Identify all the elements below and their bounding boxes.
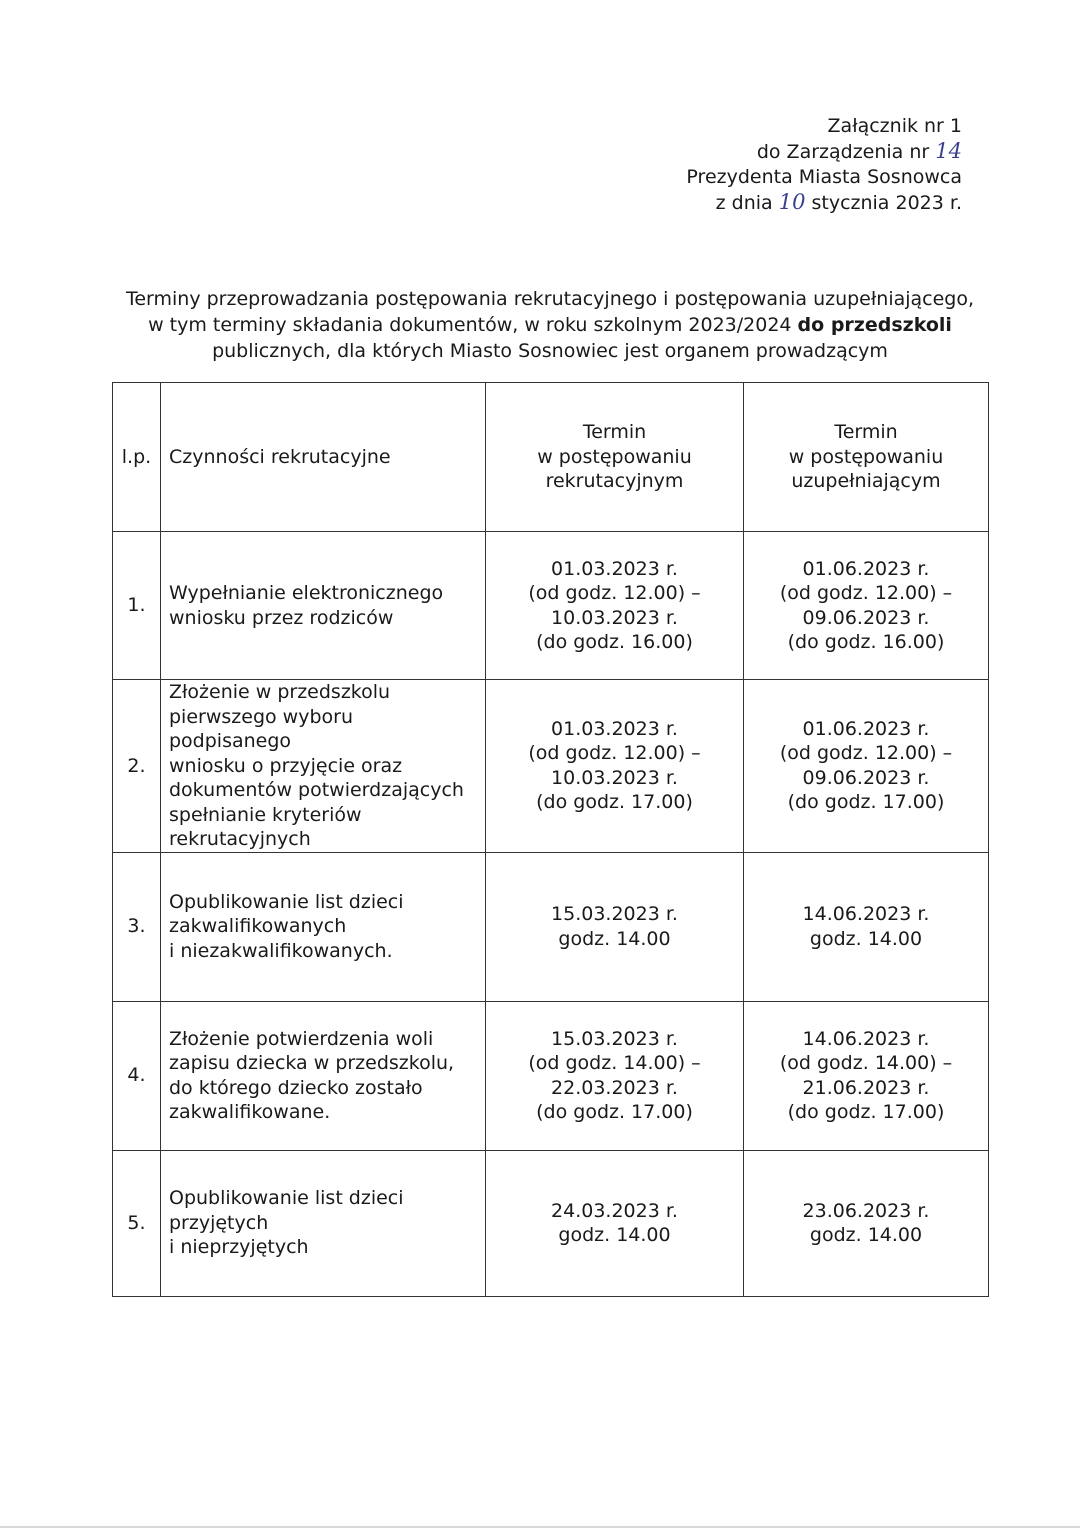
- issue-date: z dnia 10 stycznia 2023 r.: [715, 190, 962, 214]
- title-line-1: Terminy przeprowadzania postępowania rekrutacyjnego i postępowania uzupełniającego,: [125, 288, 975, 310]
- table-row: [113, 680, 989, 853]
- row-recruitment-term: 24.03.2023 r. godz. 14.00: [486, 1150, 744, 1296]
- row-activity: Opublikowanie list dzieci zakwalifikowanych i niezakwalifikowanych.: [161, 852, 486, 1001]
- schedule-table: [112, 382, 989, 1297]
- attachment-number: Załącznik nr 1: [827, 115, 962, 137]
- document-title: [110, 286, 990, 364]
- row-supplementary-term: 01.06.2023 r. (od godz. 12.00) – 09.06.2023 r. (do godz. 16.00): [744, 532, 989, 680]
- ordinance-number: do Zarządzenia nr 14: [756, 139, 962, 163]
- row-number: 2.: [113, 680, 161, 853]
- title-line-2: w tym terminy składania dokumentów, w roku szkolnym 2023/2024 do przedszkoli: [148, 314, 952, 336]
- header-recruitment-term: Termin w postępowaniu rekrutacyjnym: [486, 383, 744, 532]
- row-activity: Złożenie potwierdzenia woli zapisu dziecka w przedszkolu, do którego dziecko zostało zakwalifikowane.: [161, 1001, 486, 1150]
- row-recruitment-term: 15.03.2023 r. (od godz. 14.00) – 22.03.2023 r. (do godz. 17.00): [486, 1001, 744, 1150]
- header-lp: l.p.: [113, 383, 161, 532]
- row-recruitment-term: 01.03.2023 r. (od godz. 12.00) – 10.03.2023 r. (do godz. 16.00): [486, 532, 744, 680]
- table-row: [113, 1001, 989, 1150]
- title-bold-phrase: do przedszkoli: [797, 314, 952, 336]
- row-supplementary-term: 14.06.2023 r. godz. 14.00: [744, 852, 989, 1001]
- row-supplementary-term: 14.06.2023 r. (od godz. 14.00) – 21.06.2023 r. (do godz. 17.00): [744, 1001, 989, 1150]
- row-activity: Opublikowanie list dzieci przyjętych i nieprzyjętych: [161, 1150, 486, 1296]
- table-row: [113, 532, 989, 680]
- row-activity: Złożenie w przedszkolu pierwszego wyboru podpisanego wniosku o przyjęcie oraz dokumentów potwierdzających spełnianie kryteriów rekrutacyjnych: [161, 680, 486, 853]
- table-row: [113, 1150, 989, 1296]
- row-number: 4.: [113, 1001, 161, 1150]
- row-supplementary-term: 23.06.2023 r. godz. 14.00: [744, 1150, 989, 1296]
- handwritten-ordinance-number: 14: [935, 139, 962, 163]
- header-supplementary-term: Termin w postępowaniu uzupełniającym: [744, 383, 989, 532]
- title-line-3: publicznych, dla których Miasto Sosnowiec jest organem prowadzącym: [212, 340, 888, 362]
- handwritten-day: 10: [778, 190, 806, 214]
- row-recruitment-term: 01.03.2023 r. (od godz. 12.00) – 10.03.2023 r. (do godz. 17.00): [486, 680, 744, 853]
- scan-edge-divider: [0, 1526, 1080, 1528]
- row-number: 3.: [113, 852, 161, 1001]
- row-recruitment-term: 15.03.2023 r. godz. 14.00: [486, 852, 744, 1001]
- attachment-header: [686, 114, 962, 216]
- row-number: 1.: [113, 532, 161, 680]
- row-supplementary-term: 01.06.2023 r. (od godz. 12.00) – 09.06.2023 r. (do godz. 17.00): [744, 680, 989, 853]
- issuer: Prezydenta Miasta Sosnowca: [686, 166, 962, 188]
- table-row: [113, 852, 989, 1001]
- row-number: 5.: [113, 1150, 161, 1296]
- table-header-row: [113, 383, 989, 532]
- header-activity: Czynności rekrutacyjne: [161, 383, 486, 532]
- row-activity: Wypełnianie elektronicznego wniosku przez rodziców: [161, 532, 486, 680]
